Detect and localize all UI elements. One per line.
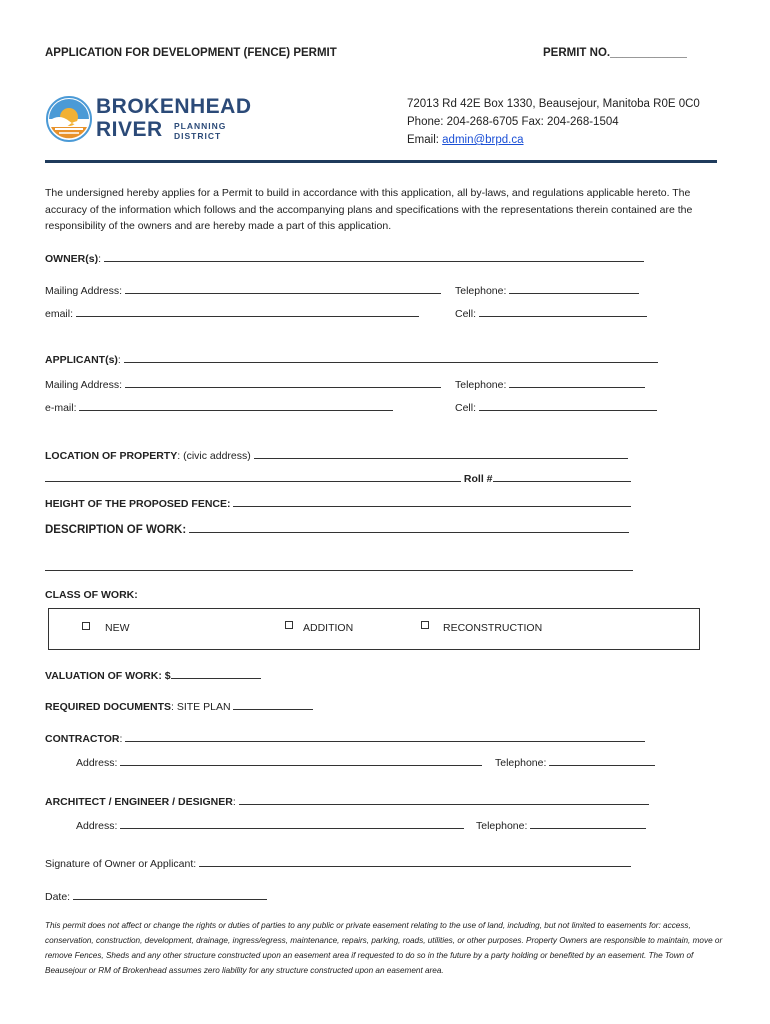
contractor-row: CONTRACTOR: — [45, 732, 645, 745]
applicant-field[interactable] — [124, 353, 658, 363]
logo-river: RIVER — [96, 118, 163, 141]
contractor-field[interactable] — [125, 732, 645, 742]
option-new-label: NEW — [105, 622, 130, 634]
option-reconstruction-label: RECONSTRUCTION — [443, 622, 543, 634]
applicant-cell-field[interactable] — [479, 401, 657, 411]
applicant-telephone-label: Telephone: — [455, 379, 507, 391]
architect-telephone-label: Telephone: — [476, 820, 528, 832]
architect-telephone-row — [476, 819, 646, 832]
applicant-telephone-field[interactable] — [509, 378, 645, 388]
property-address-field[interactable] — [254, 449, 628, 459]
applicant-cell-row — [455, 401, 657, 414]
checkbox-reconstruction[interactable] — [421, 621, 429, 629]
owner-email-label: email: — [45, 308, 74, 320]
description-row — [45, 523, 629, 536]
architect-address-field[interactable] — [120, 819, 464, 829]
signature-row — [45, 857, 631, 870]
architect-address-label: Address: — [76, 820, 118, 832]
contractor-telephone-field[interactable] — [549, 756, 655, 766]
logo-emblem-icon — [45, 95, 93, 143]
applicant-row: APPLICANT(s): — [45, 353, 658, 366]
property-address-field-2[interactable] — [45, 472, 461, 482]
architect-address-row — [76, 819, 464, 832]
office-address: 72013 Rd 42E Box 1330, Beausejour, Manitoba R0E 0C0 — [407, 98, 700, 110]
signature-label: Signature of Owner or Applicant: — [45, 858, 197, 870]
valuation-label: VALUATION OF WORK: $ — [45, 670, 171, 682]
architect-field[interactable] — [239, 795, 649, 805]
applicant-mailing-row — [45, 378, 441, 391]
class-label: CLASS OF WORK: — [45, 589, 138, 601]
owner-field[interactable] — [104, 252, 644, 262]
contractor-telephone-label: Telephone: — [495, 757, 547, 769]
description-line2-row — [45, 561, 633, 574]
valuation-row — [45, 669, 261, 682]
applicant-telephone-row — [455, 378, 645, 391]
permit-number: PERMIT NO.____________ — [543, 47, 687, 59]
height-field[interactable] — [233, 497, 631, 507]
intro-paragraph: The undersigned hereby applies for a Permit to build in accordance with this application, all by-laws, and regulations applicable hereto. The accuracy of the information which follows and the accompanying plans and specifications with the representations therein contained are the responsibility of the owners and are hereby made a part of this application. — [45, 187, 693, 232]
email-label: Email: — [407, 134, 439, 146]
applicant-mailing-field[interactable] — [125, 378, 441, 388]
architect-label: ARCHITECT / ENGINEER / DESIGNER — [45, 796, 233, 808]
site-plan-field[interactable] — [233, 700, 313, 710]
owner-telephone-label: Telephone: — [455, 285, 507, 297]
form-title: APPLICATION FOR DEVELOPMENT (FENCE) PERMIT — [45, 47, 337, 59]
valuation-field[interactable] — [171, 669, 261, 679]
owner-email-field[interactable] — [76, 307, 419, 317]
applicant-label: APPLICANT(s) — [45, 354, 118, 366]
property-hint: : (civic address) — [177, 450, 251, 462]
required-docs-row — [45, 700, 313, 713]
owner-mailing-label: Mailing Address: — [45, 285, 123, 297]
property-line2-row — [45, 472, 631, 485]
height-row — [45, 497, 631, 510]
checkbox-addition[interactable] — [285, 621, 293, 629]
checkbox-new[interactable] — [82, 622, 90, 630]
office-phone-fax: Phone: 204-268-6705 Fax: 204-268-1504 — [407, 116, 619, 128]
owner-cell-row — [455, 307, 647, 320]
contractor-address-field[interactable] — [120, 756, 482, 766]
property-label: LOCATION OF PROPERTY — [45, 450, 178, 462]
applicant-email-field[interactable] — [79, 401, 393, 411]
email-link[interactable]: admin@brpd.ca — [442, 134, 524, 146]
logo-brokenhead: BROKENHEAD — [96, 95, 252, 118]
date-row — [45, 890, 267, 903]
header-divider — [45, 160, 717, 163]
easement-disclaimer: This permit does not affect or change the rights or duties of parties to any public or private easement relating to the use of land, including, but not limited to easements for: access, conservation, construction, development, drainage, ingress/egress, maintenance, repairs, parking, roads, utilities, or other purposes. Property Owners are responsible to maintain, move or remove Fences, Sheds and any other structure constructed upon an easement area if requested to do so in the future by a party holding or benefited by an easement. The Town of Beausejour or RM of Brokenhead assumes zero liability for any structure constructed upon an easement area. — [45, 921, 723, 975]
owner-cell-field[interactable] — [479, 307, 647, 317]
height-label: HEIGHT OF THE PROPOSED FENCE: — [45, 498, 231, 510]
logo-district: DISTRICT — [174, 131, 222, 141]
property-row — [45, 449, 628, 462]
logo-planning: PLANNING — [174, 121, 227, 131]
description-label: DESCRIPTION OF WORK: — [45, 524, 187, 536]
owner-telephone-field[interactable] — [509, 284, 639, 294]
owner-row: OWNER(s): — [45, 252, 644, 265]
applicant-cell-label: Cell: — [455, 402, 477, 414]
owner-label: OWNER(s) — [45, 253, 99, 265]
owner-cell-label: Cell: — [455, 308, 477, 320]
description-field-2[interactable] — [45, 561, 633, 571]
owner-mailing-field[interactable] — [125, 284, 441, 294]
architect-row: ARCHITECT / ENGINEER / DESIGNER: — [45, 795, 649, 808]
class-of-work-box — [48, 608, 700, 650]
owner-email-row — [45, 307, 419, 320]
applicant-email-row — [45, 401, 393, 414]
contractor-label: CONTRACTOR — [45, 733, 120, 745]
required-docs-value: : SITE PLAN — [171, 701, 231, 713]
date-field[interactable] — [73, 890, 267, 900]
applicant-email-label: e-mail: — [45, 402, 77, 414]
owner-telephone-row — [455, 284, 639, 297]
owner-mailing-row — [45, 284, 441, 297]
contractor-telephone-row — [495, 756, 655, 769]
applicant-mailing-label: Mailing Address: — [45, 379, 123, 391]
date-label: Date: — [45, 891, 71, 903]
description-field[interactable] — [189, 523, 629, 533]
option-addition-label: ADDITION — [303, 622, 354, 634]
architect-telephone-field[interactable] — [530, 819, 646, 829]
required-docs-label: REQUIRED DOCUMENTS — [45, 701, 172, 713]
contractor-address-label: Address: — [76, 757, 118, 769]
roll-field[interactable] — [493, 472, 631, 482]
contractor-address-row — [76, 756, 482, 769]
roll-label: Roll # — [463, 473, 493, 485]
office-email-row — [407, 134, 524, 146]
signature-field[interactable] — [199, 857, 631, 867]
